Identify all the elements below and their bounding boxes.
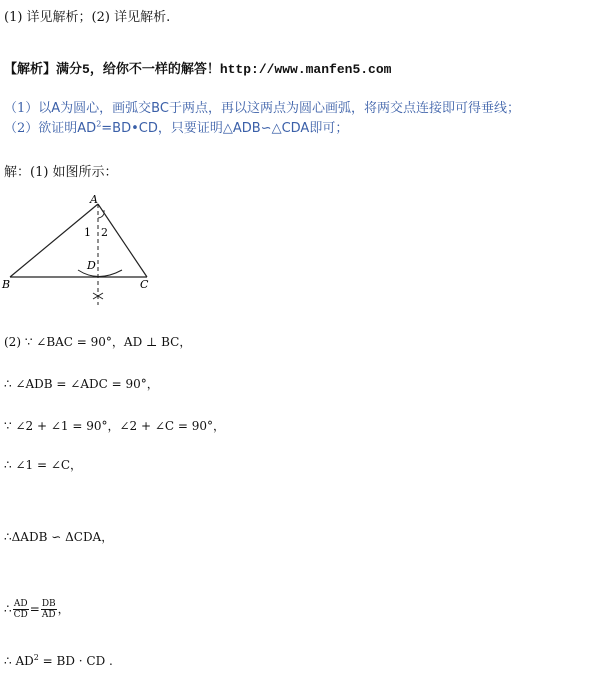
label-b: B [2,278,11,291]
hint-1-number: （1） [4,101,39,116]
hint-2-text-a: 欲证明AD [38,121,97,136]
fraction-2-denominator: AD [41,610,56,620]
step-1: (2) ∵ ∠BAC = 90°，AD ⊥ BC， [4,335,192,349]
fraction-1-numerator: AD [13,599,28,609]
step-6 [4,599,70,620]
hint-2-superscript: 2 [96,119,102,129]
step-6-prefix: ∴ [4,602,12,616]
fraction-db-over-ad [41,599,57,620]
step-2: ∴ ∠ADB = ∠ADC = 90°， [4,377,159,391]
hint-line-2 [4,117,348,136]
answer-line: (1) 详见解析；(2) 详见解析. [4,10,171,25]
step-7-b: = BD · CD . [38,654,113,668]
step-6-suffix: ， [57,602,70,616]
step-6-equals: = [29,602,40,616]
hint-line-1 [4,97,520,116]
label-angle-2: 2 [101,226,108,239]
step-7-a: ∴ AD [4,654,34,668]
construction-arc [78,270,122,277]
side-ab [10,204,98,277]
fraction-2-numerator: DB [41,599,56,609]
step-7 [4,653,113,668]
hint-1-text: 以A为圆心，画弧交BC于两点，再以这两点为圆心画弧，将两交点连接即可得垂线； [38,101,520,116]
step-7-superscript: 2 [33,653,39,662]
side-ac [98,204,147,277]
solution-intro: 解：(1) 如图所示： [4,165,118,180]
step-4: ∴ ∠1 = ∠C， [4,458,83,472]
analysis-bracket-label: 【解析】 [4,62,57,77]
fraction-ad-over-cd [13,599,29,620]
fraction-1-denominator: CD [13,610,28,620]
triangle-figure [0,190,170,310]
label-a: A [90,193,98,206]
analysis-slogan: 满分5，给你不一样的解答！http://www.manfen5.com [56,62,392,77]
label-d: D [87,259,96,272]
label-c: C [140,278,149,291]
analysis-header [4,58,391,77]
hint-2-text-b: =BD•CD，只要证明△ADB∽△CDA即可； [101,121,349,136]
step-3: ∵ ∠2 + ∠1 = 90°，∠2 + ∠C = 90°， [4,419,226,433]
hint-2-number: （2） [4,121,39,136]
step-5: ∴ΔADB ∽ ΔCDA， [4,530,114,544]
label-angle-1: 1 [84,226,91,239]
